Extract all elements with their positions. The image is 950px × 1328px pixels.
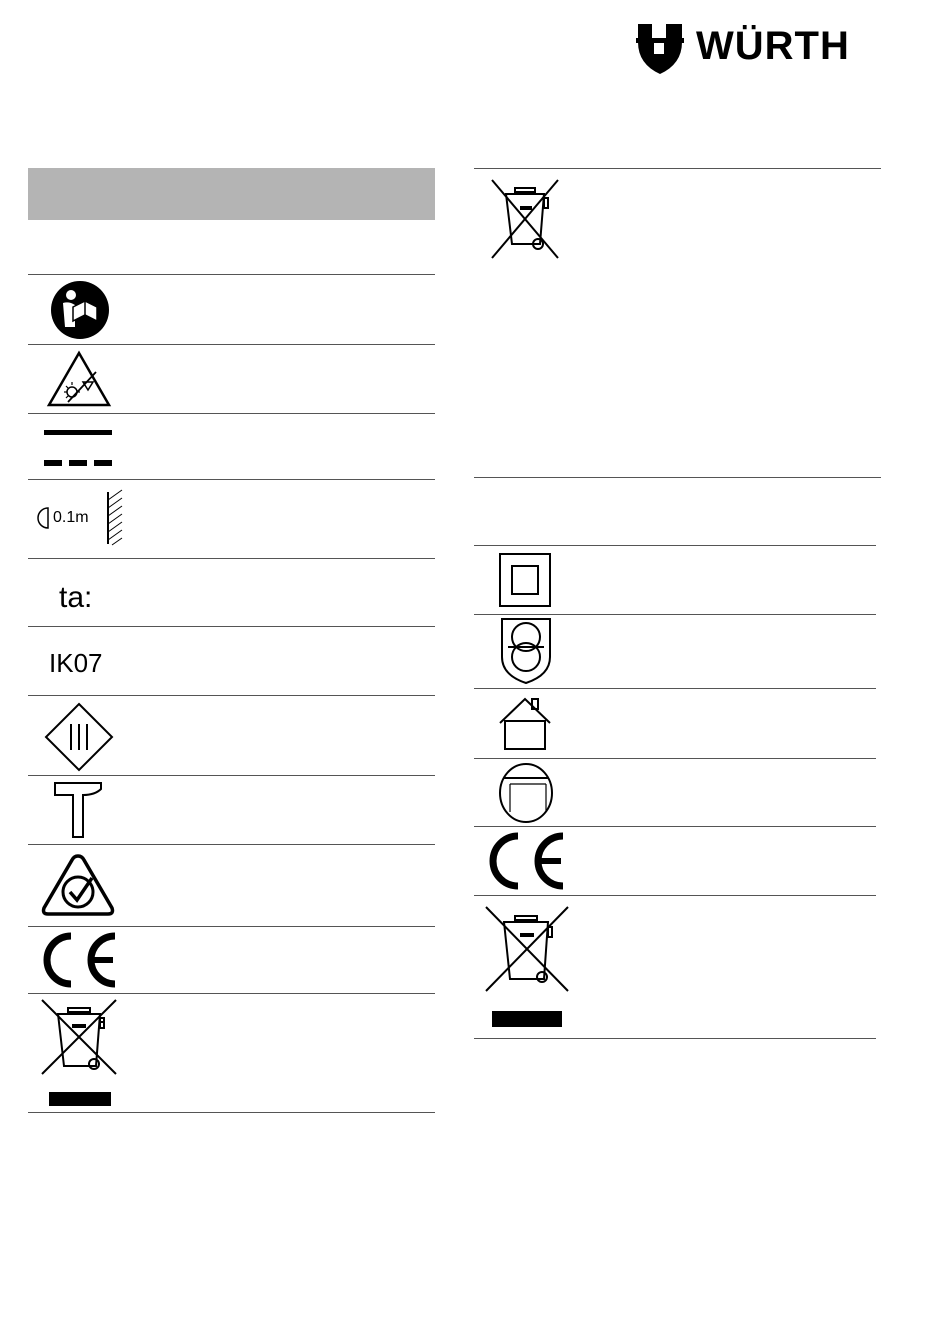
divider [28, 775, 435, 776]
distance-label: 0.1m [53, 509, 89, 526]
divider [28, 844, 435, 845]
impact-rating-label: IK07 [49, 648, 103, 678]
weee-bin-with-bar-icon [38, 998, 120, 1108]
ce-mark-icon [41, 932, 121, 988]
divider [474, 545, 876, 546]
brand-logo [636, 20, 882, 76]
rough-service-hammer-icon [53, 781, 103, 839]
ce-mark-icon-right [488, 832, 568, 890]
weee-bin-with-bar-icon-right [484, 905, 570, 1029]
divider [474, 688, 876, 689]
direct-current-icon [44, 428, 112, 468]
section-header-band [28, 168, 435, 220]
weee-bin-icon [490, 178, 560, 260]
protection-class-2-icon [498, 552, 552, 608]
divider [474, 1038, 876, 1039]
divider [28, 344, 435, 345]
rcm-mark-icon [40, 852, 116, 918]
divider [28, 413, 435, 414]
divider [28, 274, 435, 275]
divider [28, 479, 435, 480]
divider [28, 558, 435, 559]
no-direct-light-warning-icon [46, 350, 112, 408]
ambient-temperature-label: ta: [59, 581, 93, 614]
divider [474, 826, 876, 827]
divider [474, 614, 876, 615]
divider [28, 1112, 435, 1113]
divider [474, 168, 881, 169]
divider [28, 695, 435, 696]
brand-name: WÜRTH [696, 24, 850, 68]
indoor-use-icon [496, 697, 554, 751]
divider [474, 758, 876, 759]
protection-class-3-icon [44, 702, 114, 772]
safety-transformer-icon [498, 617, 554, 685]
read-manual-icon [51, 281, 109, 339]
luminaire-cover-icon [498, 762, 554, 824]
divider [28, 626, 435, 627]
min-distance-icon [36, 490, 126, 546]
divider [474, 895, 876, 896]
divider [28, 926, 435, 927]
divider [474, 477, 881, 478]
divider [28, 993, 435, 994]
